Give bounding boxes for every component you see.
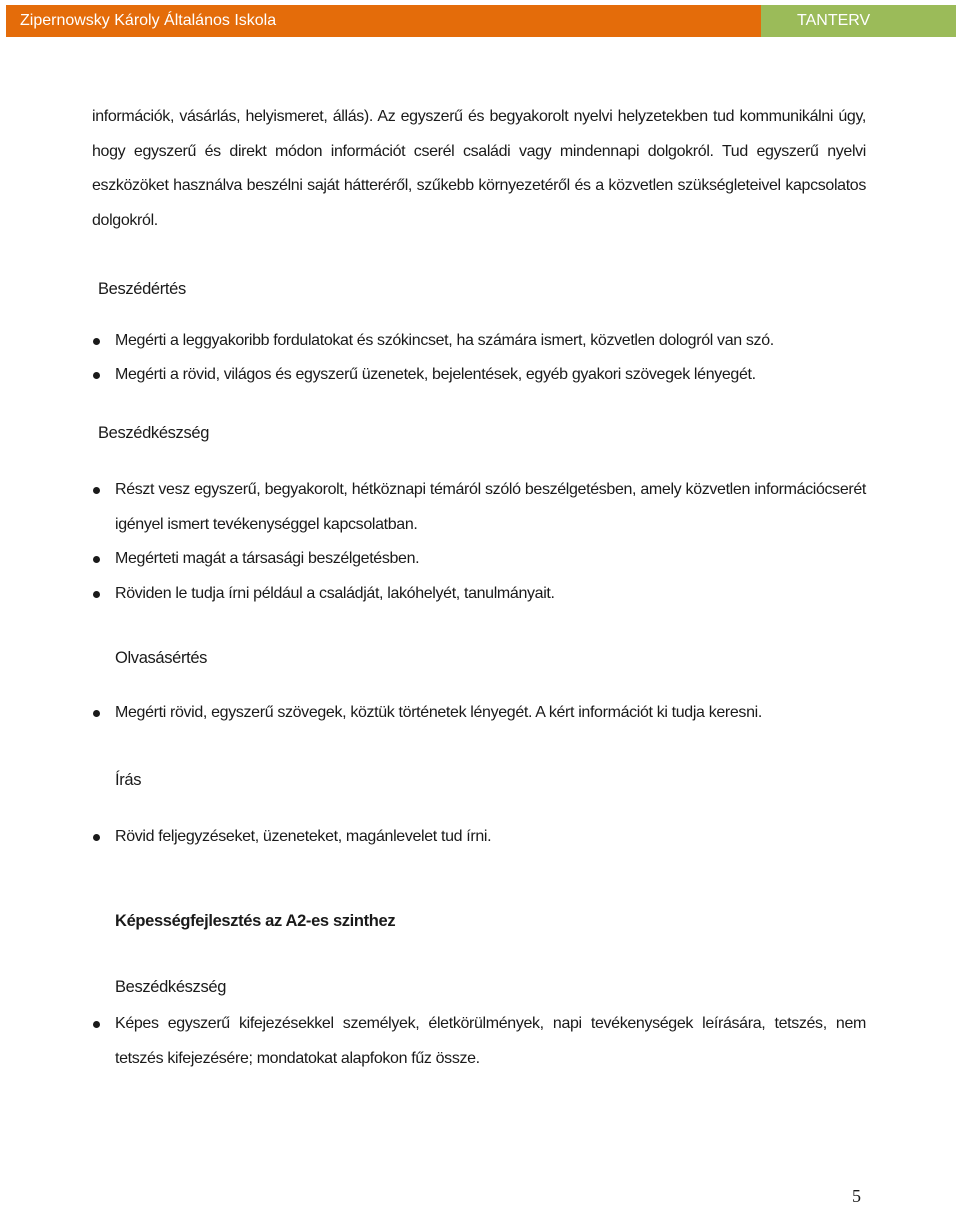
list-item-text: Megérti rövid, egyszerű szövegek, köztük történetek lényegét. A kért információt ki tudja keresni.	[115, 703, 762, 721]
beszedertes-list	[92, 324, 866, 393]
list-item-text: Megérteti magát a társasági beszélgetésben.	[115, 550, 420, 567]
bullet-icon	[93, 1021, 100, 1028]
section-heading-beszedertes: Beszédértés	[98, 280, 186, 298]
list-item-text: Megérti a rövid, világos és egyszerű üzenetek, bejelentések, egyéb gyakori szövegek lényegét.	[115, 366, 756, 383]
beszedkeszseg-list	[92, 473, 866, 611]
bullet-icon	[93, 834, 100, 841]
list-item-text: Röviden le tudja írni például a családját, lakóhelyét, tanulmányait.	[115, 584, 555, 602]
intro-paragraph: információk, vásárlás, helyismeret, állás). Az egyszerű és begyakorolt nyelvi helyzetekben tud kommunikálni úgy, hogy egyszerű és direkt módon információt cserél családi vagy mindennapi dolgokról. Tud egyszerű nyelvi eszközöket használva beszélni saját hátteréről, szűkebb környezetéről és a közvetlen szükségleteivel kapcsolatos dolgokról.	[92, 108, 866, 229]
list-item-text: Részt vesz egyszerű, begyakorolt, hétköznapi témáról szóló beszélgetésben, amely közvetlen információcserét igényel ismert tevékenységgel kapcsolatban.	[115, 481, 866, 533]
section-heading-olvasasertes: Olvasásértés	[115, 649, 208, 667]
bullet-icon	[93, 372, 100, 379]
a2-heading-beszedkeszseg: Beszédkészség	[115, 977, 227, 996]
page-header	[6, 5, 956, 37]
page-number: 5	[852, 1186, 861, 1206]
bullet-icon	[93, 487, 100, 494]
a2-beszedkeszseg-list	[92, 1007, 866, 1076]
list-item	[92, 820, 866, 855]
list-item	[92, 1007, 866, 1076]
section-heading-iras: Írás	[115, 771, 142, 789]
list-item-text: Rövid feljegyzéseket, üzeneteket, magánlevelet tud írni.	[115, 827, 492, 845]
school-name: Zipernowsky Károly Általános Iskola	[6, 5, 761, 37]
list-item-text: Képes egyszerű kifejezésekkel személyek, életkörülmények, napi tevékenységek leírására, tetszés, nem tetszés kifejezésére; mondatokat alapfokon fűz össze.	[115, 1015, 866, 1067]
list-item	[92, 577, 866, 612]
list-item	[92, 542, 866, 577]
bullet-icon	[93, 556, 100, 563]
section-heading-beszedkeszseg: Beszédkészség	[98, 423, 210, 442]
list-item	[92, 473, 866, 542]
olvasasertes-list	[92, 696, 866, 731]
bullet-icon	[93, 338, 100, 345]
a2-section-title: Képességfejlesztés az A2-es szinthez	[115, 912, 396, 930]
list-item	[92, 324, 866, 359]
bullet-icon	[93, 710, 100, 717]
bullet-icon	[93, 591, 100, 598]
list-item	[92, 358, 866, 393]
document-body	[92, 100, 866, 1076]
iras-list	[92, 820, 866, 855]
list-item	[92, 696, 866, 731]
document-type: TANTERV	[761, 5, 956, 37]
list-item-text: Megérti a leggyakoribb fordulatokat és szókincset, ha számára ismert, közvetlen dologról van szó.	[115, 331, 774, 349]
